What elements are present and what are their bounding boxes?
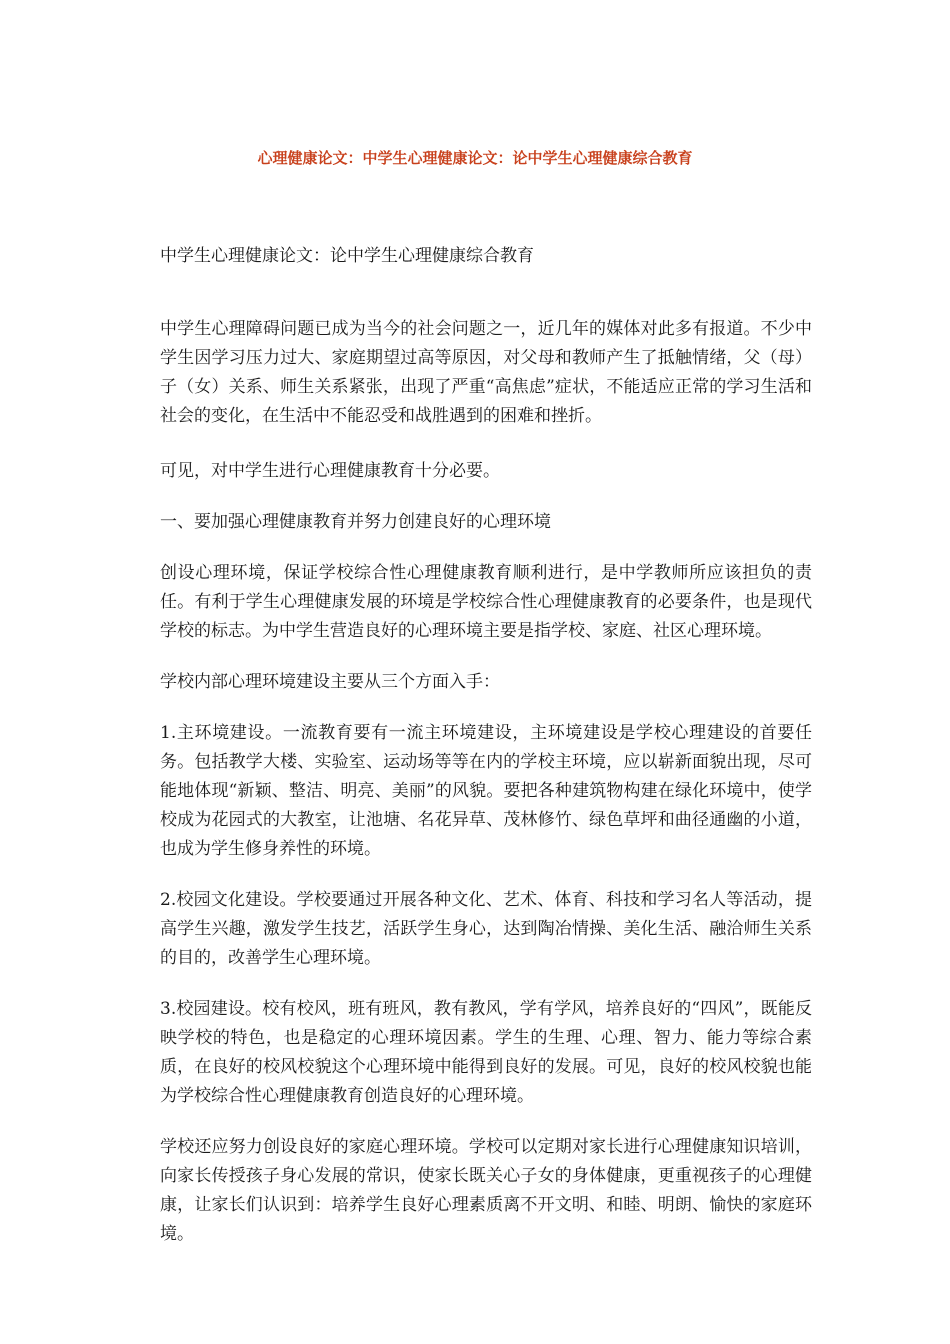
document-subtitle: 中学生心理健康论文：论中学生心理健康综合教育 [160, 246, 534, 266]
list-item-main-environment: 1.主环境建设。一流教育要有一流主环境建设，主环境建设是学校心理建设的首要任务。包括教学大楼、实验室、运动场等等在内的学校主环境，应以崭新面貌出现，尽可能地体现“新颖、整洁、明亮、美丽”的风貌。要把各种建筑物构建在绿化环境中，使学校成为花园式的大教室，让池塘、名花异草、茂林修竹、绿色草坪和曲径通幽的小道，也成为学生修身养性的环境。 [160, 723, 812, 859]
paragraph-conclusion: 可见，对中学生进行心理健康教育十分必要。 [160, 461, 500, 481]
list-item-campus-culture: 2.校园文化建设。学校要通过开展各种文化、艺术、体育、科技和学习名人等活动，提高学生兴趣，激发学生技艺，活跃学生身心，达到陶冶情操、美化生活、融洽师生关系的目的，改善学生心理环境。 [160, 890, 812, 968]
document-title: 心理健康论文：中学生心理健康论文：论中学生心理健康综合教育 [257, 149, 693, 167]
paragraph-three-aspects: 学校内部心理环境建设主要从三个方面入手： [160, 672, 500, 692]
document-body [160, 241, 812, 1271]
paragraph-intro: 中学生心理障碍问题已成为当今的社会问题之一，近几年的媒体对此多有报道。不少中学生因学习压力过大、家庭期望过高等原因，对父母和教师产生了抵触情绪，父（母）子（女）关系、师生关系紧张，出现了严重“高焦虑”症状，不能适应正常的学习生活和社会的变化，在生活中不能忍受和战胜遇到的困难和挫折。 [160, 319, 812, 426]
section-heading: 一、要加强心理健康教育并努力创建良好的心理环境 [160, 512, 551, 532]
paragraph-family-environment: 学校还应努力创设良好的家庭心理环境。学校可以定期对家长进行心理健康知识培训，向家长传授孩子身心发展的常识，使家长既关心子女的身体健康，更重视孩子的心理健康，让家长们认识到：培养学生良好心理素质离不开文明、和睦、明朗、愉快的家庭环境。 [160, 1137, 812, 1244]
paragraph-environment: 创设心理环境，保证学校综合性心理健康教育顺利进行，是中学教师所应该担负的责任。有利于学生心理健康发展的环境是学校综合性心理健康教育的必要条件，也是现代学校的标志。为中学生营造良好的心理环境主要是指学校、家庭、社区心理环境。 [160, 563, 812, 641]
list-item-campus-spirit: 3.校园建设。校有校风，班有班风，教有教风，学有学风，培养良好的“四风”，既能反映学校的特色，也是稳定的心理环境因素。学生的生理、心理、智力、能力等综合素质，在良好的校风校貌这个心理环境中能得到良好的发展。可见，良好的校风校貌也能为学校综合性心理健康教育创造良好的心理环境。 [160, 999, 812, 1106]
